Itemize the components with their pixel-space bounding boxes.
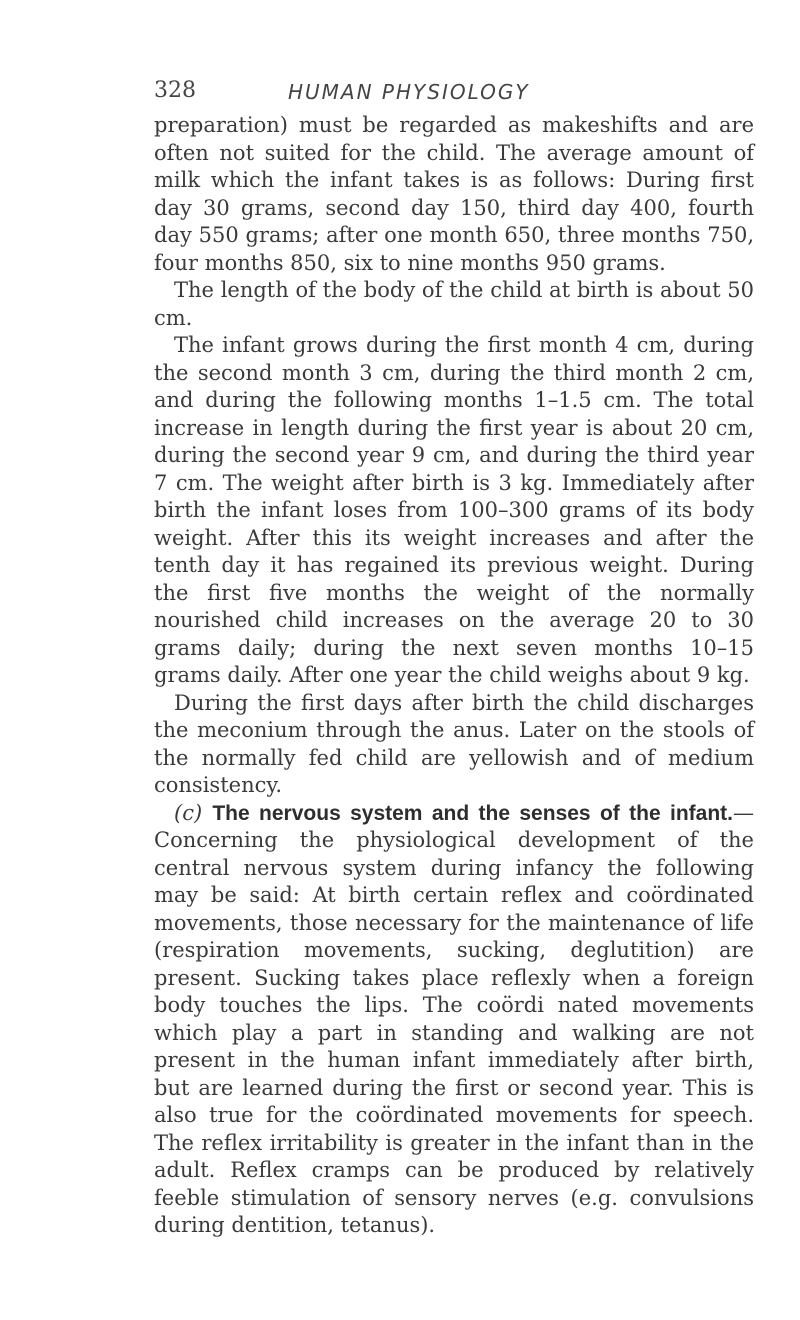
page-number: 328 — [154, 78, 196, 103]
running-head — [154, 78, 754, 112]
paragraph-milk-amounts: preparation) must be regarded as makeshifts and are often not suited for the child. The average amount of milk which the infant takes is as follows: During first day 30 grams, second day 150, third day 400, fourth day 550 grams; after one month 650, three months 750, four months 850, six to nine months 950 grams. — [154, 113, 754, 275]
running-title: HUMAN PHYSIOLOGY — [288, 80, 530, 104]
paragraph-stools: During the first days after birth the child discharges the meconium through the anus. Later on the stools of the normally fed child are yellowish and of medium consistency. — [154, 690, 754, 797]
nervous-system-text: — Concerning the physiological development of the central nervous system during infancy the following may be said: At birth certain reflex and coördinated movements, those necessary for the maintenance of life (respiration movements, sucking, deglutition) are present. Sucking takes place reflexly when a foreign body touches the lips. The coördi nated movements which play a part in standing and walking are not present in the human infant immediately after birth, but are learned during the first or second year. This is also true for the coördinated movements for speech. The reflex irritability is greater in the infant than in the adult. Reflex cramps can be produced by relatively feeble stimulation of sensory nerves (e.g. convulsions during dentition, tetanus). — [154, 800, 754, 1237]
paragraph-growth-weight: The infant grows during the first month 4 cm, during the second month 3 cm, during the third month 2 cm, and during the following months 1–1.5 cm. The total increase in length during the first year is about 20 cm, during the second year 9 cm, and during the third year 7 cm. The weight after birth is 3 kg. Immediately after birth the infant loses from 100–300 grams of its body weight. After this its weight increases and after the tenth day it has regained its previous weight. During the first five months the weight of the normally nourished child increases on the average 20 to 30 grams daily; during the next seven months 10–15 grams daily. After one year the child weighs about 9 kg. — [154, 333, 754, 687]
body-text — [154, 112, 754, 1240]
section-heading: The nervous system and the senses of the infant. — [212, 801, 733, 825]
paragraph-birth-length: The length of the body of the child at birth is about 50 cm. — [154, 278, 754, 330]
section-marker: (c) — [174, 800, 203, 825]
paragraph-nervous-system — [154, 800, 754, 1240]
